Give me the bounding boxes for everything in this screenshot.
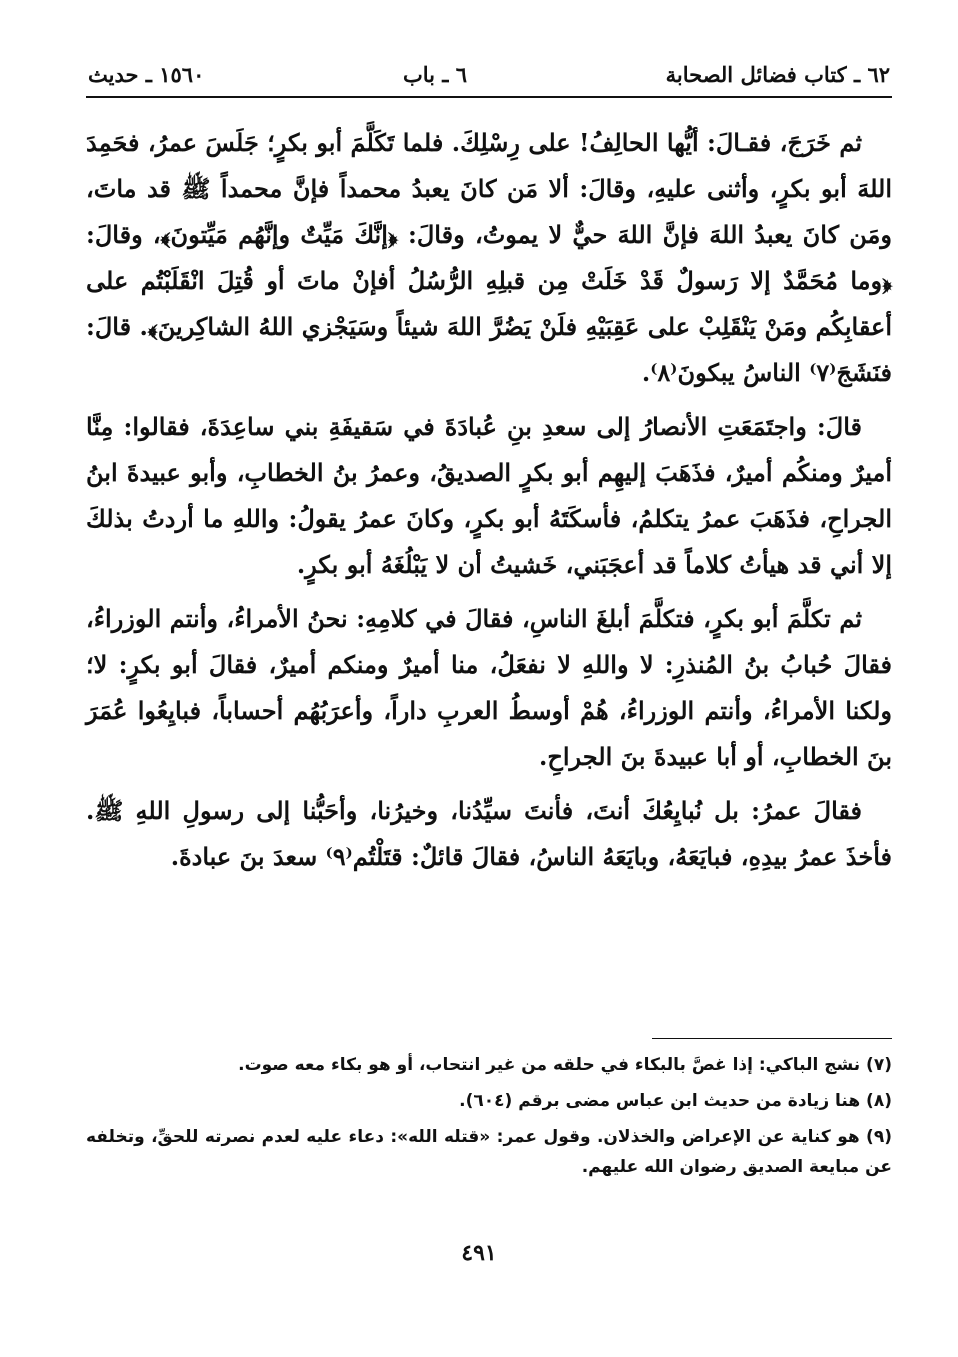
header-book-title: ٦٢ ـ كتاب فضائل الصحابة	[665, 61, 890, 87]
footnote-7: (٧) نشج الباكي: إذا غصَّ بالبكاء في حلقه من غير انتحاب، أو هو بكاء معه صوت.	[238, 1055, 892, 1075]
footnote-divider	[652, 1038, 892, 1039]
paragraph-2: قالَ: واجتَمَعَتِ الأنصارُ إلى سعدِ بنِ عُبادَةَ في سَقيفَةِ بني ساعِدَةَ، فقالوا: مِنَّا أميرٌ ومنكُم أميرٌ، فذَهَبَ إليهِم أبو بكرٍ الصديقُ، وعمرُ بنُ الخطابِ، وأبو عبيدةَ ابنُ الجراحِ، فذَهَبَ عمرُ يتكلمُ، فأسكَتَهُ أبو بكرٍ، وكانَ عمرُ يقولُ: واللهِ ما أردتُ بذلكَ إلا أني قد هيأتُ كلاماً قد أعجَبَني، خَشيتُ أن لا يَبْلُغَهُ أبو بكرٍ.	[86, 412, 892, 579]
footnotes	[86, 1050, 892, 1188]
paragraph-1: ثم خَرَجَ، فقـالَ: أيُّها الحالِفُ! على رِسْلِكَ. فلما تَكَلَّمَ أبو بكرٍ؛ جَلَسَ عمرُ، فحَمِدَ اللهَ أبو بكرٍ، وأثنى عليهِ، وقالَ: ألا مَن كانَ يعبدُ محمداً فإنَّ محمداً ﷺ قد ماتَ، ومَن كانَ يعبدُ اللهَ فإنَّ اللهَ حيٌّ لا يموتُ، وقالَ: ﴿إنَّكَ مَيِّتٌ وإنَّهُم مَيِّتونَ﴾، وقالَ: ﴿وما مُحَمَّدٌ إلا رَسولٌ قَدْ خَلَتْ مِن قبلِهِ الرُّسُلُ أفإنْ ماتَ أو قُتِلَ انْقَلَبْتُم على أعقابِكُم ومَنْ يَنْقَلِبْ على عَقِبَيْهِ فلَنْ يَضُرَّ اللهَ شيئاً وسَيَجْزي اللهُ الشاكِرينَ﴾. قالَ: فنَشَجَ⁽٧⁾ الناسُ يبكونَ⁽٨⁾.	[86, 128, 892, 387]
footnote-9: (٩) هو كناية عن الإعراض والخذلان. وقول عمر: «قتله الله»: دعاء عليه لعدم نصرته للحقِّ، وتخلفه عن مبايعة الصديق رضوان الله عليهم.	[86, 1127, 892, 1177]
page-header	[88, 54, 890, 94]
header-divider	[86, 96, 892, 98]
main-text	[86, 120, 892, 888]
header-chapter: ٦ ـ باب	[402, 61, 468, 87]
page-number: ٤٩١	[461, 1240, 497, 1266]
paragraph-3: ثم تكلَّمَ أبو بكرٍ، فتكلَّمَ أبلغَ الناسِ، فقالَ في كلامِهِ: نحنُ الأمراءُ، وأنتم الوزراءُ، فقالَ حُبابُ بنُ المُنذرِ: لا واللهِ لا نفعَلُ، منا أميرٌ ومنكم أميرٌ، فقالَ أبو بكرٍ: لا؛ ولكنا الأمراءُ، وأنتم الوزراءُ، هُمْ أوسطُ العربِ داراً، وأعرَبُهُم أحساباً، فبايِعُوا عُمَرَ بنَ الخطابِ، أو أبا عبيدةَ بنَ الجراحِ.	[86, 604, 892, 771]
paragraph-4: فقالَ عمرُ: بل نُبايِعُكَ أنتَ، فأنتَ سيِّدُنا، وخيرُنا، وأحَبُّنا إلى رسولِ اللهِ ﷺ. فأخذَ عمرُ بيدِهِ، فبايَعَهُ، وبايَعَهُ الناسُ، فقالَ قائلٌ: قتَلْتُم⁽٩⁾ سعدَ بنَ عبادةَ.	[86, 796, 892, 871]
header-hadith-number: ١٥٦٠ ـ حديث	[88, 61, 205, 87]
footnote-8: (٨) هنا زيادة من حديث ابن عباس مضى برقم (٦٠٤).	[459, 1091, 892, 1111]
